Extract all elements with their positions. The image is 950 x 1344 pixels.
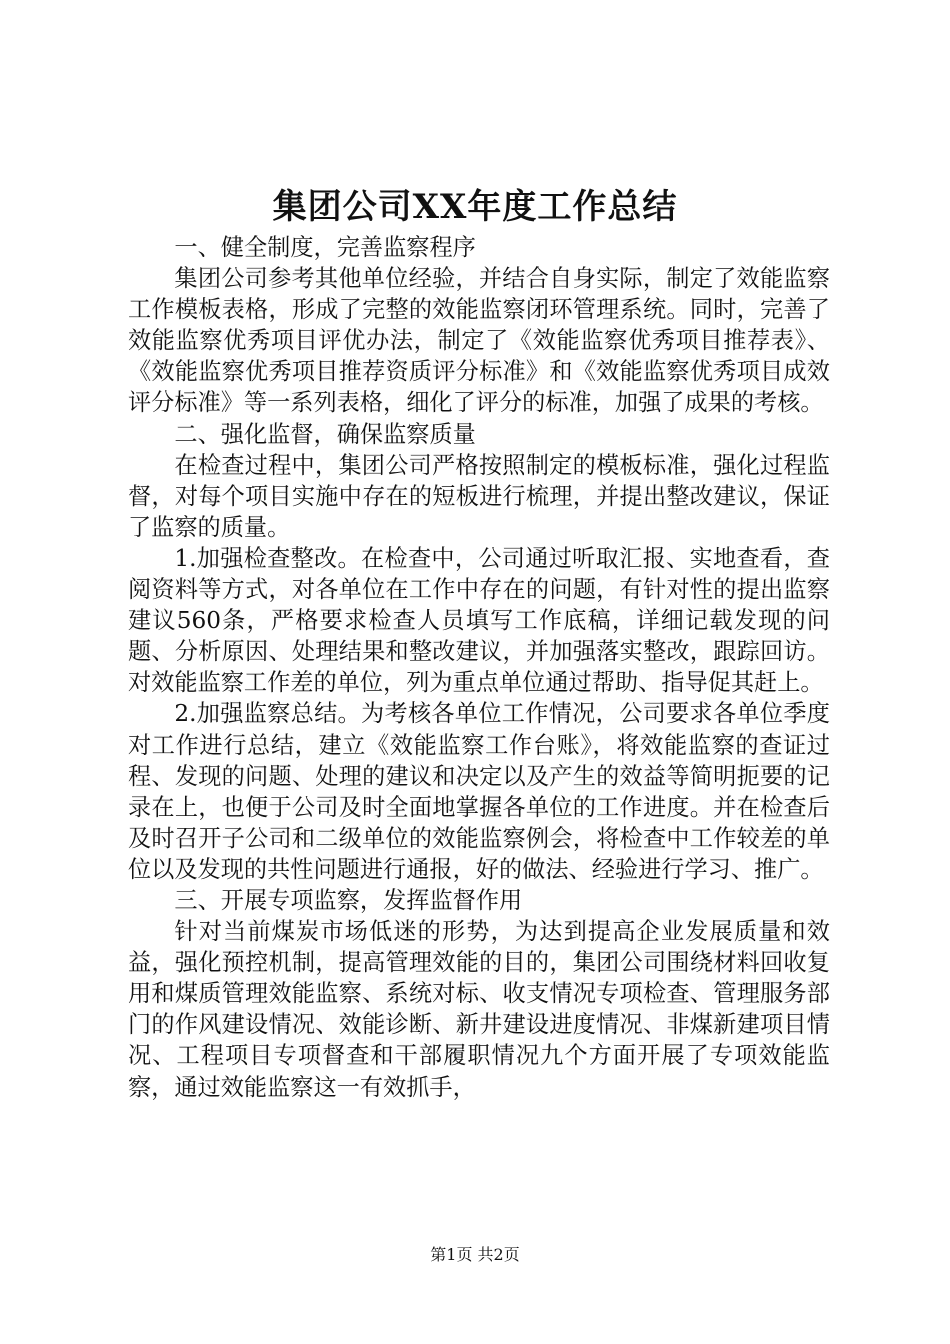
page-footer: 第1页 共2页	[430, 1245, 520, 1264]
body-paragraph: 1.加强检查整改。在检查中，公司通过听取汇报、实地查看，查阅资料等方式，对各单位在工作中存在的问题，有针对性的提出监察建议560条，严格要求检查人员填写工作底稿，详细记载发现的问题、分析原因、处理结果和整改建议，并加强落实整改，跟踪回访。对效能监察工作差的单位，列为重点单位通过帮助、指导促其赶上。	[128, 544, 830, 697]
body-paragraph: 针对当前煤炭市场低迷的形势，为达到提高企业发展质量和效益，强化预控机制，提高管理效能的目的，集团公司围绕材料回收复用和煤质管理效能监察、系统对标、收支情况专项检查、管理服务部门的作风建设情况、效能诊断、新井建设进度情况、非煤新建项目情况、工程项目专项督查和干部履职情况九个方面开展了专项效能监察，通过效能监察这一有效抓手，	[128, 918, 830, 1101]
body-paragraph: 2.加强监察总结。为考核各单位工作情况，公司要求各单位季度对工作进行总结，建立《效能监察工作台账》，将效能监察的查证过程、发现的问题、处理的建议和决定以及产生的效益等简明扼要的记录在上，也便于公司及时全面地掌握各单位的工作进度。并在检查后及时召开子公司和二级单位的效能监察例会，将检查中工作较差的单位以及发现的共性问题进行通报，好的做法、经验进行学习、推广。	[128, 700, 830, 883]
body-paragraph: 集团公司参考其他单位经验，并结合自身实际，制定了效能监察工作模板表格，形成了完整的效能监察闭环管理系统。同时，完善了效能监察优秀项目评优办法，制定了《效能监察优秀项目推荐表》、《效能监察优秀项目推荐资质评分标准》和《效能监察优秀项目成效评分标准》等一系列表格，细化了评分的标准，加强了成果的考核。	[128, 265, 830, 417]
document-body	[128, 232, 830, 1103]
section-heading: 三、开展专项监察，发挥监督作用	[174, 886, 523, 914]
document-title: 集团公司XX年度工作总结	[272, 187, 678, 227]
section-heading: 二、强化监督，确保监察质量	[174, 420, 476, 448]
section-heading: 一、健全制度，完善监察程序	[174, 234, 476, 261]
body-paragraph: 在检查过程中，集团公司严格按照制定的模板标准，强化过程监督，对每个项目实施中存在的短板进行梳理，并提出整改建议，保证了监察的质量。	[128, 451, 830, 541]
